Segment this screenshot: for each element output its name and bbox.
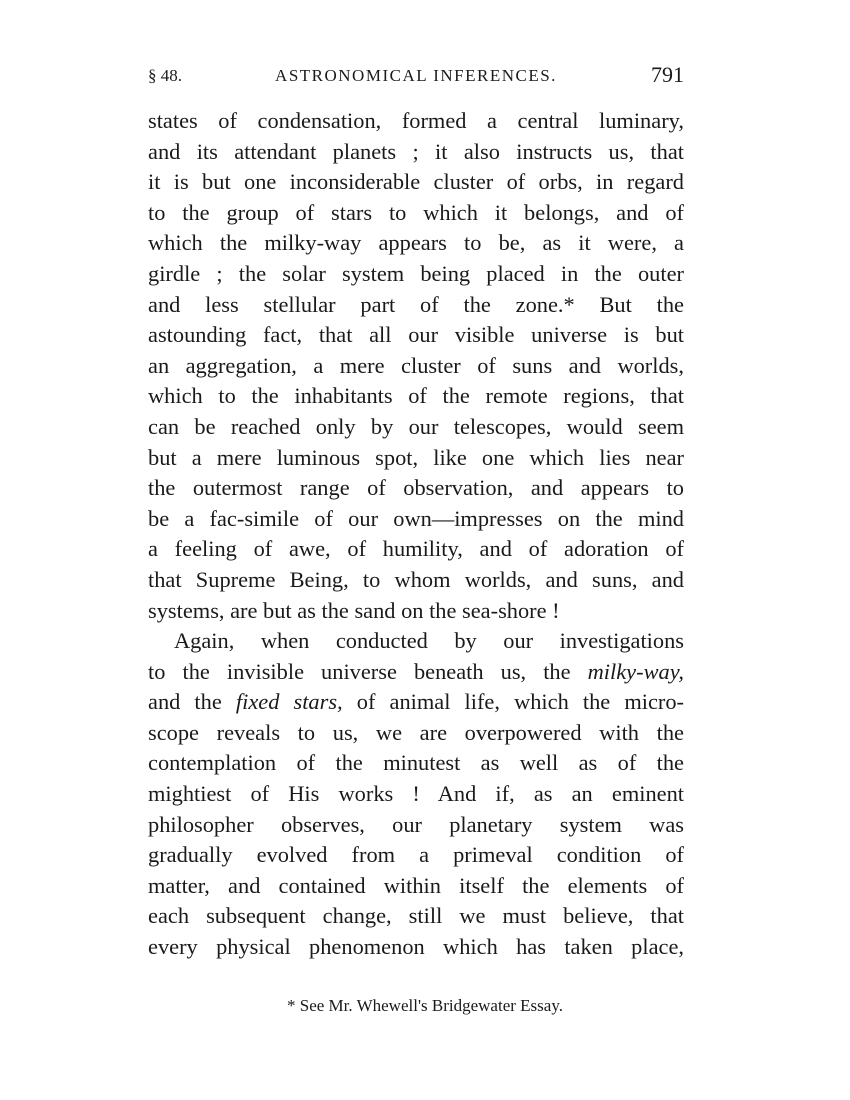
text-line: contemplation of the minutest as well as of the bbox=[148, 750, 684, 776]
text-line: that Supreme Being, to whom worlds, and suns, and bbox=[148, 566, 684, 592]
paragraph-end-line: systems, are but as the sand on the sea-shore ! bbox=[148, 597, 560, 623]
text-line: to the group of stars to which it belongs, and of bbox=[148, 199, 684, 225]
running-title: ASTRONOMICAL INFERENCES. bbox=[275, 66, 557, 85]
italic-term: milky-way, bbox=[587, 658, 684, 684]
text-line: but a mere luminous spot, like one which lies near bbox=[148, 444, 684, 470]
text-line: matter, and contained within itself the elements of bbox=[148, 872, 684, 898]
text-line: and less stellular part of the zone.* But the bbox=[148, 291, 684, 317]
text-line: astounding fact, that all our visible universe is but bbox=[148, 322, 684, 348]
text-line bbox=[148, 657, 684, 688]
text-segment: of animal life, which the micro- bbox=[356, 689, 685, 715]
paragraph-start-line: Again, when conducted by our investigations bbox=[174, 628, 684, 654]
text-line: can be reached only by our telescopes, would seem bbox=[148, 413, 684, 439]
text-line: an aggregation, a mere cluster of suns and worlds, bbox=[148, 352, 684, 378]
text-line: which the milky-way appears to be, as it were, a bbox=[148, 230, 684, 256]
text-line: each subsequent change, still we must believe, that bbox=[148, 903, 684, 929]
text-line: a feeling of awe, of humility, and of adoration of bbox=[148, 536, 684, 562]
footnote: * See Mr. Whewell's Bridgewater Essay. bbox=[287, 996, 563, 1015]
text-line: which to the inhabitants of the remote regions, that bbox=[148, 383, 684, 409]
body-text bbox=[148, 106, 684, 963]
text-line: and its attendant planets ; it also instructs us, that bbox=[148, 138, 684, 164]
text-line bbox=[148, 687, 684, 718]
italic-term: fixed stars, bbox=[235, 689, 343, 715]
text-line: every physical phenomenon which has taken place, bbox=[148, 934, 684, 960]
text-line: girdle ; the solar system being placed in the outer bbox=[148, 260, 684, 286]
text-segment: and the bbox=[148, 689, 222, 715]
running-header bbox=[148, 62, 684, 92]
text-line: mightiest of His works ! And if, as an eminent bbox=[148, 781, 684, 807]
text-segment: to the invisible universe beneath us, the bbox=[148, 658, 571, 684]
text-line: gradually evolved from a primeval condition of bbox=[148, 842, 684, 868]
text-line: the outermost range of observation, and appears to bbox=[148, 475, 684, 501]
text-line: be a fac-simile of our own—impresses on the mind bbox=[148, 505, 684, 531]
text-line: philosopher observes, our planetary system was bbox=[148, 811, 684, 837]
text-line: scope reveals to us, we are overpowered with the bbox=[148, 719, 684, 745]
text-line: it is but one inconsiderable cluster of orbs, in regard bbox=[148, 169, 684, 195]
page-number: 791 bbox=[651, 62, 684, 87]
section-number: § 48. bbox=[148, 66, 182, 85]
text-line: states of condensation, formed a central luminary, bbox=[148, 108, 684, 133]
